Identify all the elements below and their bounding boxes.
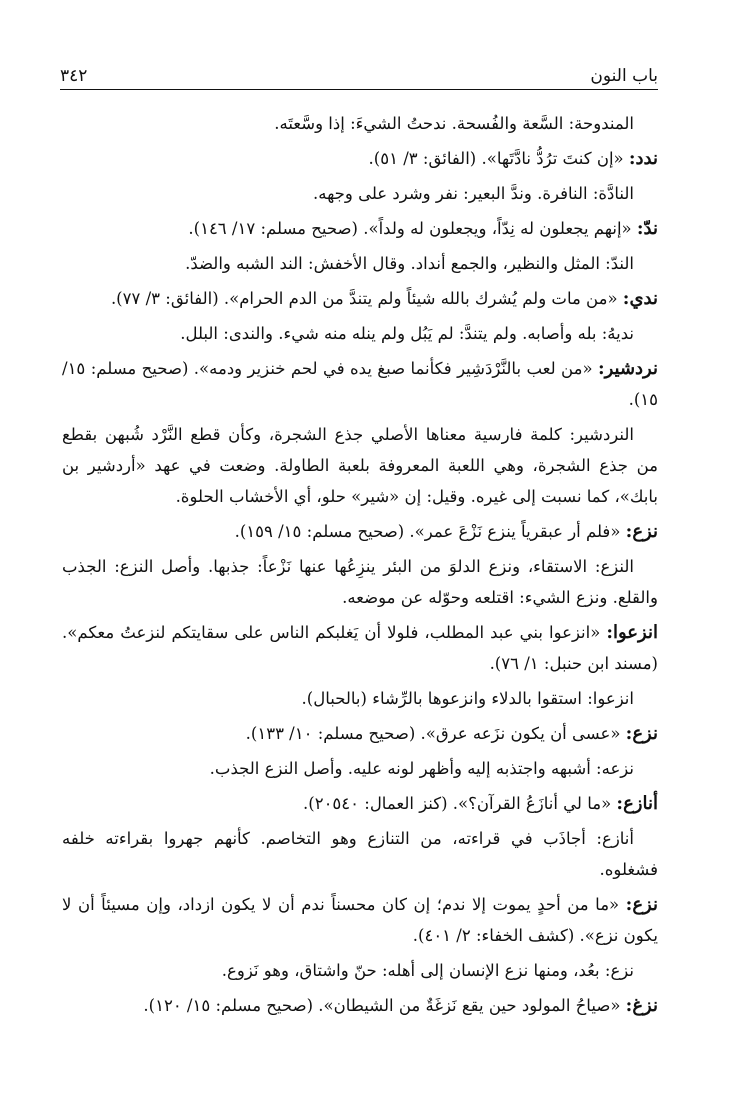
entry-text: «عسى أن يكون نزَعه عرق». (صحيح مسلم: ١٠/ ١٣٣).	[245, 724, 626, 743]
definition-paragraph	[62, 955, 658, 986]
definition-paragraph	[62, 753, 658, 784]
page-body	[62, 108, 658, 1025]
entry-text: «ما لي أنازَعُ القرآن؟». (كنز العمال: ٢٠٥٤٠).	[303, 794, 617, 813]
definition-text: النردشير: كلمة فارسية معناها الأصلي جذع الشجرة، وكأن قطع النَّرْد شُبهن بقطع من جذع الشجرة، وهي اللعبة المعروفة بلعبة الطاولة. وضعت في عهد «أردشير بن بابك»، كما نسبت إلى غيره. وقيل: إن «شير» حلو، أي الأخشاب الحلوة.	[62, 425, 658, 506]
entry-text: «ما من أحدٍ يموت إلا ندم؛ إن كان محسناً ندم أن لا يكون ازداد، وإن مسيئاً أن لا يكون نزع». (كشف الخفاء: ٢/ ٤٠١).	[62, 895, 658, 945]
definition-text: انزعوا: استقوا بالدلاء وانزعوها بالرِّشاء (بالحبال).	[301, 689, 634, 708]
entry-headword: نزع:	[625, 894, 658, 915]
definition-paragraph	[62, 823, 658, 885]
definition-text: المندوحة: السَّعة والفُسحة. ندحتُ الشيءَ: إذا وسَّعتَه.	[274, 114, 634, 133]
entry-text: «فلم أر عبقرياً ينزع نَزْعَ عمر». (صحيح مسلم: ١٥/ ١٥٩).	[234, 522, 626, 541]
entry-headword: نزع:	[625, 723, 658, 744]
definition-paragraph	[62, 551, 658, 613]
definition-text: نديهُ: بله وأصابه. ولم يتندَّ: لم يَبُل ولم ينله منه شيء. والندى: البلل.	[180, 324, 634, 343]
definition-text: أنازع: أجاذَب في قراءته، من التنازع وهو التخاصم. كأنهم جهروا بقراءته خلفه فشغلوه.	[62, 829, 658, 879]
entry-headword: ندّ:	[636, 218, 658, 239]
definition-paragraph	[62, 178, 658, 209]
entry-paragraph	[62, 889, 658, 951]
definition-paragraph	[62, 248, 658, 279]
entry-text: «إن كنتَ ترُدُّ نادَّتَها». (الفائق: ٣/ ٥١).	[368, 149, 629, 168]
chapter-title: باب النون	[590, 66, 658, 86]
header-rule	[60, 89, 658, 90]
definition-text: نزع: بعُد، ومنها نزع الإنسان إلى أهله: حنّ واشتاق، وهو نَزوع.	[221, 961, 634, 980]
entry-paragraph	[62, 617, 658, 679]
entry-headword: نزع:	[625, 521, 658, 542]
definition-paragraph	[62, 108, 658, 139]
definition-text: نزعه: أشبهه واجتذبه إليه وأظهر لونه عليه. وأصل النزع الجذب.	[209, 759, 634, 778]
entry-headword: انزعوا:	[606, 622, 658, 643]
page-number: ٣٤٢	[60, 66, 88, 86]
page-header	[60, 58, 658, 86]
entry-text: «إنهم يجعلون له نِدّاً، ويجعلون له ولداً». (صحيح مسلم: ١٧/ ١٤٦).	[188, 219, 637, 238]
definition-paragraph	[62, 683, 658, 714]
definition-paragraph	[62, 419, 658, 512]
entry-headword: ندد:	[628, 148, 658, 169]
entry-paragraph	[62, 283, 658, 314]
entry-headword: نردشير:	[597, 358, 658, 379]
entry-text: «صياحُ المولود حين يقع نَزغَةٌ من الشيطان». (صحيح مسلم: ١٥/ ١٢٠).	[143, 996, 626, 1015]
entry-paragraph	[62, 718, 658, 749]
definition-text: الندّ: المثل والنظير، والجمع أنداد. وقال الأخفش: الند الشبه والضدّ.	[185, 254, 634, 273]
entry-paragraph	[62, 788, 658, 819]
definition-text: النادَّة: النافرة. وندَّ البعير: نفر وشرد على وجهه.	[312, 184, 634, 203]
entry-headword: نزغ:	[625, 995, 658, 1016]
entry-paragraph	[62, 353, 658, 415]
entry-paragraph	[62, 516, 658, 547]
entry-text: «انزعوا بني عبد المطلب، فلولا أن يَغلبكم الناس على سقايتكم لنزعتُ معكم». (مسند ابن حنبل: ١/ ٧٦).	[62, 623, 658, 673]
entry-text: «من لعب بالنَّرْدَشِير فكأنما صبغ يده في لحم خنزير ودمه». (صحيح مسلم: ١٥/ ١٥).	[62, 359, 658, 409]
entry-paragraph	[62, 213, 658, 244]
definition-text: النزع: الاستقاء، ونزع الدلوَ من البئر ينزِعُها عنها نَزْعاً: جذبها. وأصل النزع: الجذب والقلع. ونزع الشيء: اقتلعه وحوّله عن موضعه.	[62, 557, 658, 607]
entry-paragraph	[62, 143, 658, 174]
entry-headword: أنازع:	[616, 793, 658, 814]
entry-headword: ندي:	[622, 288, 658, 309]
entry-text: «من مات ولم يُشرك بالله شيئاً ولم يتندَّ من الدم الحرام». (الفائق: ٣/ ٧٧).	[110, 289, 623, 308]
definition-paragraph	[62, 318, 658, 349]
entry-paragraph	[62, 990, 658, 1021]
